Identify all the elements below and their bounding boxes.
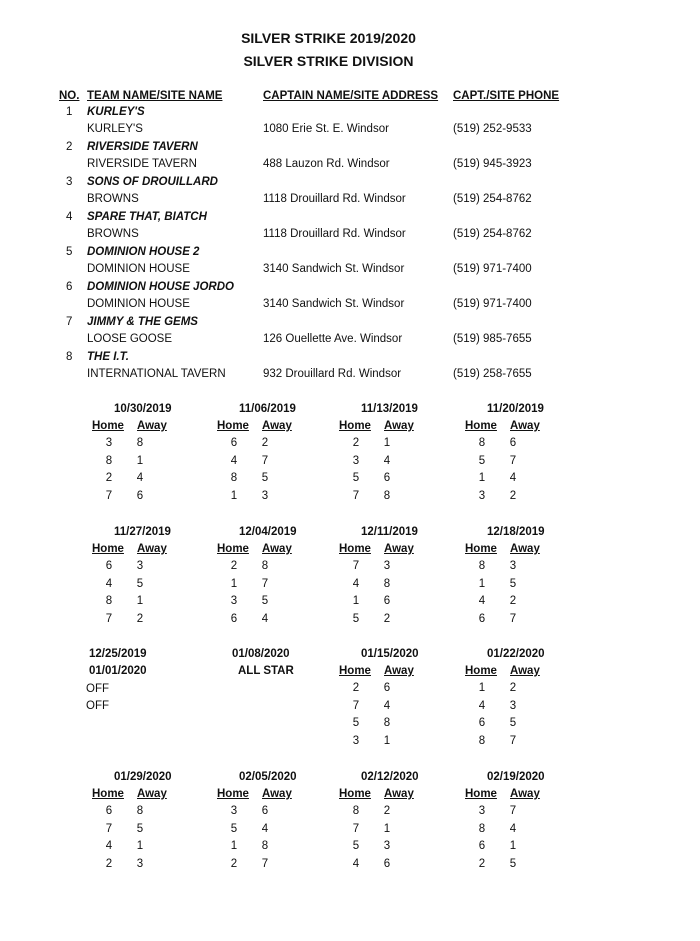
team-name: THE I.T. [87, 351, 129, 363]
away-team-number: 2 [383, 612, 391, 625]
away-header: Away [137, 788, 167, 800]
column-header-captain: CAPTAIN NAME/SITE ADDRESS [263, 90, 439, 102]
away-team-number: 3 [136, 560, 144, 572]
away-team-number: 7 [509, 734, 517, 747]
away-team-number: 2 [383, 805, 391, 817]
team-name: JIMMY & THE GEMS [87, 316, 198, 328]
site-name: LOOSE GOOSE [87, 333, 172, 345]
week-date: 12/11/2019 [361, 526, 418, 538]
home-team-number: 3 [230, 595, 238, 607]
away-team-number: 7 [509, 805, 517, 817]
team-number: 8 [66, 351, 73, 363]
week-note: OFF [86, 700, 109, 712]
away-team-number: 3 [136, 857, 144, 870]
week-note: ALL STAR [238, 665, 294, 677]
site-phone: (519) 971-7400 [453, 298, 532, 310]
home-team-number: 1 [230, 577, 238, 590]
team-number: 1 [66, 106, 73, 118]
team-number: 7 [66, 316, 73, 328]
home-team-number: 1 [230, 489, 238, 502]
home-team-number: 6 [230, 437, 238, 449]
away-team-number: 7 [261, 577, 269, 590]
site-name: RIVERSIDE TAVERN [87, 158, 197, 170]
home-team-number: 8 [230, 472, 238, 484]
away-header: Away [384, 543, 414, 555]
site-name: BROWNS [87, 228, 139, 240]
week-date: 02/19/2020 [487, 771, 545, 783]
site-phone: (519) 252-9533 [453, 123, 532, 135]
column-header-team: TEAM NAME/SITE NAME [87, 90, 223, 102]
away-header: Away [384, 788, 414, 800]
page-title: SILVER STRIKE 2019/2020 [241, 30, 416, 46]
team-name: SPARE THAT, BIATCH [87, 211, 207, 223]
home-team-number: 3 [230, 805, 238, 817]
away-header: Away [384, 420, 414, 432]
site-address: 932 Drouillard Rd. Windsor [263, 368, 402, 380]
week-date: 12/25/2019 [89, 648, 147, 660]
site-name: INTERNATIONAL TAVERN [87, 368, 226, 380]
away-team-number: 6 [383, 595, 391, 607]
away-team-number: 3 [261, 489, 269, 502]
week-date: 02/05/2020 [239, 771, 297, 783]
home-header: Home [339, 420, 371, 432]
home-team-number: 7 [352, 699, 360, 712]
home-team-number: 7 [105, 822, 113, 835]
away-team-number: 6 [136, 489, 144, 502]
away-team-number: 2 [136, 612, 144, 625]
week-date: 01/22/2020 [487, 648, 545, 660]
home-team-number: 6 [478, 717, 486, 729]
away-team-number: 1 [136, 595, 144, 607]
home-team-number: 2 [230, 560, 238, 572]
away-team-number: 8 [136, 437, 144, 449]
week-date: 11/06/2019 [239, 403, 296, 415]
away-header: Away [137, 543, 167, 555]
team-number: 2 [66, 141, 73, 153]
site-address: 488 Lauzon Rd. Windsor [263, 158, 390, 170]
team-number: 5 [66, 246, 73, 258]
home-team-number: 2 [478, 857, 486, 870]
home-team-number: 4 [105, 840, 113, 852]
site-phone: (519) 258-7655 [453, 368, 532, 380]
home-team-number: 8 [352, 805, 360, 817]
site-name: DOMINION HOUSE [87, 263, 190, 275]
page-subtitle: SILVER STRIKE DIVISION [243, 53, 414, 69]
home-team-number: 3 [105, 437, 113, 449]
site-name: KURLEY'S [87, 123, 143, 135]
away-team-number: 6 [509, 437, 517, 449]
home-team-number: 5 [478, 454, 486, 467]
away-team-number: 4 [136, 472, 144, 484]
home-team-number: 5 [352, 612, 360, 625]
away-header: Away [510, 420, 540, 432]
week-date: 12/18/2019 [487, 526, 545, 538]
week-date: 01/01/2020 [89, 665, 147, 677]
team-name: DOMINION HOUSE 2 [87, 246, 200, 258]
home-header: Home [339, 665, 371, 677]
away-team-number: 1 [383, 437, 391, 449]
away-team-number: 2 [509, 489, 517, 502]
away-team-number: 7 [261, 454, 269, 467]
home-team-number: 6 [230, 612, 238, 625]
column-header-phone: CAPT./SITE PHONE [453, 90, 560, 102]
home-header: Home [92, 788, 124, 800]
home-team-number: 2 [352, 437, 360, 449]
week-date: 12/04/2019 [239, 526, 297, 538]
away-team-number: 4 [261, 612, 269, 625]
site-address: 1118 Drouillard Rd. Windsor [263, 193, 406, 205]
week-date: 11/20/2019 [487, 403, 544, 415]
home-team-number: 6 [478, 612, 486, 625]
away-team-number: 8 [383, 717, 391, 729]
site-address: 3140 Sandwich St. Windsor [263, 298, 405, 310]
home-header: Home [339, 788, 371, 800]
home-team-number: 8 [478, 734, 486, 747]
home-team-number: 8 [478, 560, 486, 572]
site-phone: (519) 971-7400 [453, 263, 532, 275]
site-address: 1118 Drouillard Rd. Windsor [263, 228, 406, 240]
away-team-number: 7 [261, 857, 269, 870]
week-date: 11/13/2019 [361, 403, 418, 415]
team-number: 4 [66, 211, 73, 223]
site-address: 126 Ouellette Ave. Windsor [263, 333, 403, 345]
away-header: Away [510, 665, 540, 677]
away-team-number: 2 [261, 437, 269, 449]
away-team-number: 1 [383, 734, 391, 747]
away-team-number: 8 [261, 560, 269, 572]
site-address: 1080 Erie St. E. Windsor [263, 123, 389, 135]
home-header: Home [339, 543, 371, 555]
away-team-number: 6 [383, 682, 391, 694]
away-team-number: 8 [261, 840, 269, 852]
away-team-number: 2 [509, 682, 517, 694]
away-team-number: 4 [383, 454, 391, 467]
away-team-number: 7 [509, 454, 517, 467]
home-team-number: 3 [478, 489, 486, 502]
home-team-number: 3 [478, 805, 486, 817]
team-name: RIVERSIDE TAVERN [87, 141, 198, 153]
away-header: Away [510, 543, 540, 555]
home-team-number: 4 [352, 577, 360, 590]
away-team-number: 4 [509, 822, 517, 835]
home-team-number: 1 [230, 840, 238, 852]
away-team-number: 5 [261, 472, 269, 484]
home-team-number: 4 [478, 595, 486, 607]
away-team-number: 3 [509, 699, 517, 712]
away-header: Away [262, 543, 292, 555]
home-team-number: 1 [478, 472, 486, 484]
home-team-number: 7 [105, 612, 113, 625]
home-team-number: 5 [352, 717, 360, 729]
home-team-number: 1 [478, 577, 486, 590]
away-team-number: 5 [509, 717, 517, 729]
week-date: 01/29/2020 [114, 771, 172, 783]
site-phone: (519) 985-7655 [453, 333, 532, 345]
away-team-number: 4 [261, 822, 269, 835]
away-team-number: 8 [383, 577, 391, 590]
away-team-number: 6 [383, 472, 391, 484]
home-header: Home [92, 420, 124, 432]
home-team-number: 4 [478, 699, 486, 712]
home-team-number: 2 [105, 472, 113, 484]
week-date: 01/15/2020 [361, 648, 419, 660]
home-team-number: 2 [230, 857, 238, 870]
home-team-number: 2 [352, 682, 360, 694]
away-team-number: 1 [136, 840, 144, 852]
week-note: OFF [86, 683, 109, 695]
away-header: Away [384, 665, 414, 677]
home-team-number: 7 [352, 822, 360, 835]
home-team-number: 6 [105, 805, 113, 817]
away-team-number: 1 [383, 822, 391, 835]
away-team-number: 8 [383, 489, 391, 502]
home-header: Home [92, 543, 124, 555]
week-date: 01/08/2020 [232, 648, 290, 660]
away-header: Away [137, 420, 167, 432]
away-team-number: 2 [509, 595, 517, 607]
home-header: Home [465, 543, 497, 555]
away-team-number: 8 [136, 805, 144, 817]
home-team-number: 4 [105, 577, 113, 590]
home-team-number: 1 [352, 595, 360, 607]
away-header: Away [510, 788, 540, 800]
home-header: Home [465, 665, 497, 677]
home-team-number: 8 [478, 822, 486, 835]
home-team-number: 6 [478, 840, 486, 852]
site-name: BROWNS [87, 193, 139, 205]
away-team-number: 7 [509, 612, 517, 625]
away-header: Away [262, 420, 292, 432]
team-name: DOMINION HOUSE JORDO [87, 281, 234, 293]
home-team-number: 8 [105, 595, 113, 607]
home-team-number: 4 [352, 857, 360, 870]
home-team-number: 7 [352, 560, 360, 572]
week-date: 02/12/2020 [361, 771, 419, 783]
away-team-number: 1 [136, 454, 144, 467]
week-date: 11/27/2019 [114, 526, 171, 538]
home-team-number: 8 [105, 454, 113, 467]
away-team-number: 3 [509, 560, 517, 572]
team-number: 6 [66, 281, 73, 293]
week-date: 10/30/2019 [114, 403, 172, 415]
home-team-number: 2 [105, 857, 113, 870]
site-name: DOMINION HOUSE [87, 298, 190, 310]
home-team-number: 7 [352, 489, 360, 502]
away-team-number: 5 [509, 857, 517, 870]
home-team-number: 1 [478, 682, 486, 694]
home-team-number: 3 [352, 454, 360, 467]
home-team-number: 3 [352, 734, 360, 747]
home-header: Home [465, 788, 497, 800]
home-header: Home [465, 420, 497, 432]
away-team-number: 3 [383, 560, 391, 572]
site-phone: (519) 254-8762 [453, 228, 532, 240]
home-team-number: 5 [352, 840, 360, 852]
home-team-number: 5 [230, 822, 238, 835]
site-phone: (519) 254-8762 [453, 193, 532, 205]
away-team-number: 1 [509, 840, 517, 852]
site-phone: (519) 945-3923 [453, 158, 532, 170]
away-team-number: 4 [383, 699, 391, 712]
home-team-number: 5 [352, 472, 360, 484]
home-team-number: 7 [105, 489, 113, 502]
home-header: Home [217, 420, 249, 432]
team-name: SONS OF DROUILLARD [87, 176, 218, 188]
home-team-number: 6 [105, 560, 113, 572]
home-team-number: 8 [478, 437, 486, 449]
home-header: Home [217, 543, 249, 555]
away-team-number: 4 [509, 472, 517, 484]
away-team-number: 5 [136, 822, 144, 835]
column-header-no: NO. [59, 90, 80, 102]
away-team-number: 5 [261, 595, 269, 607]
away-team-number: 5 [509, 577, 517, 590]
away-team-number: 6 [261, 805, 269, 817]
team-number: 3 [66, 176, 73, 188]
home-header: Home [217, 788, 249, 800]
home-team-number: 4 [230, 454, 238, 467]
away-team-number: 5 [136, 577, 144, 590]
team-name: KURLEY'S [87, 106, 145, 118]
site-address: 3140 Sandwich St. Windsor [263, 263, 405, 275]
away-header: Away [262, 788, 292, 800]
away-team-number: 6 [383, 857, 391, 870]
away-team-number: 3 [383, 840, 391, 852]
